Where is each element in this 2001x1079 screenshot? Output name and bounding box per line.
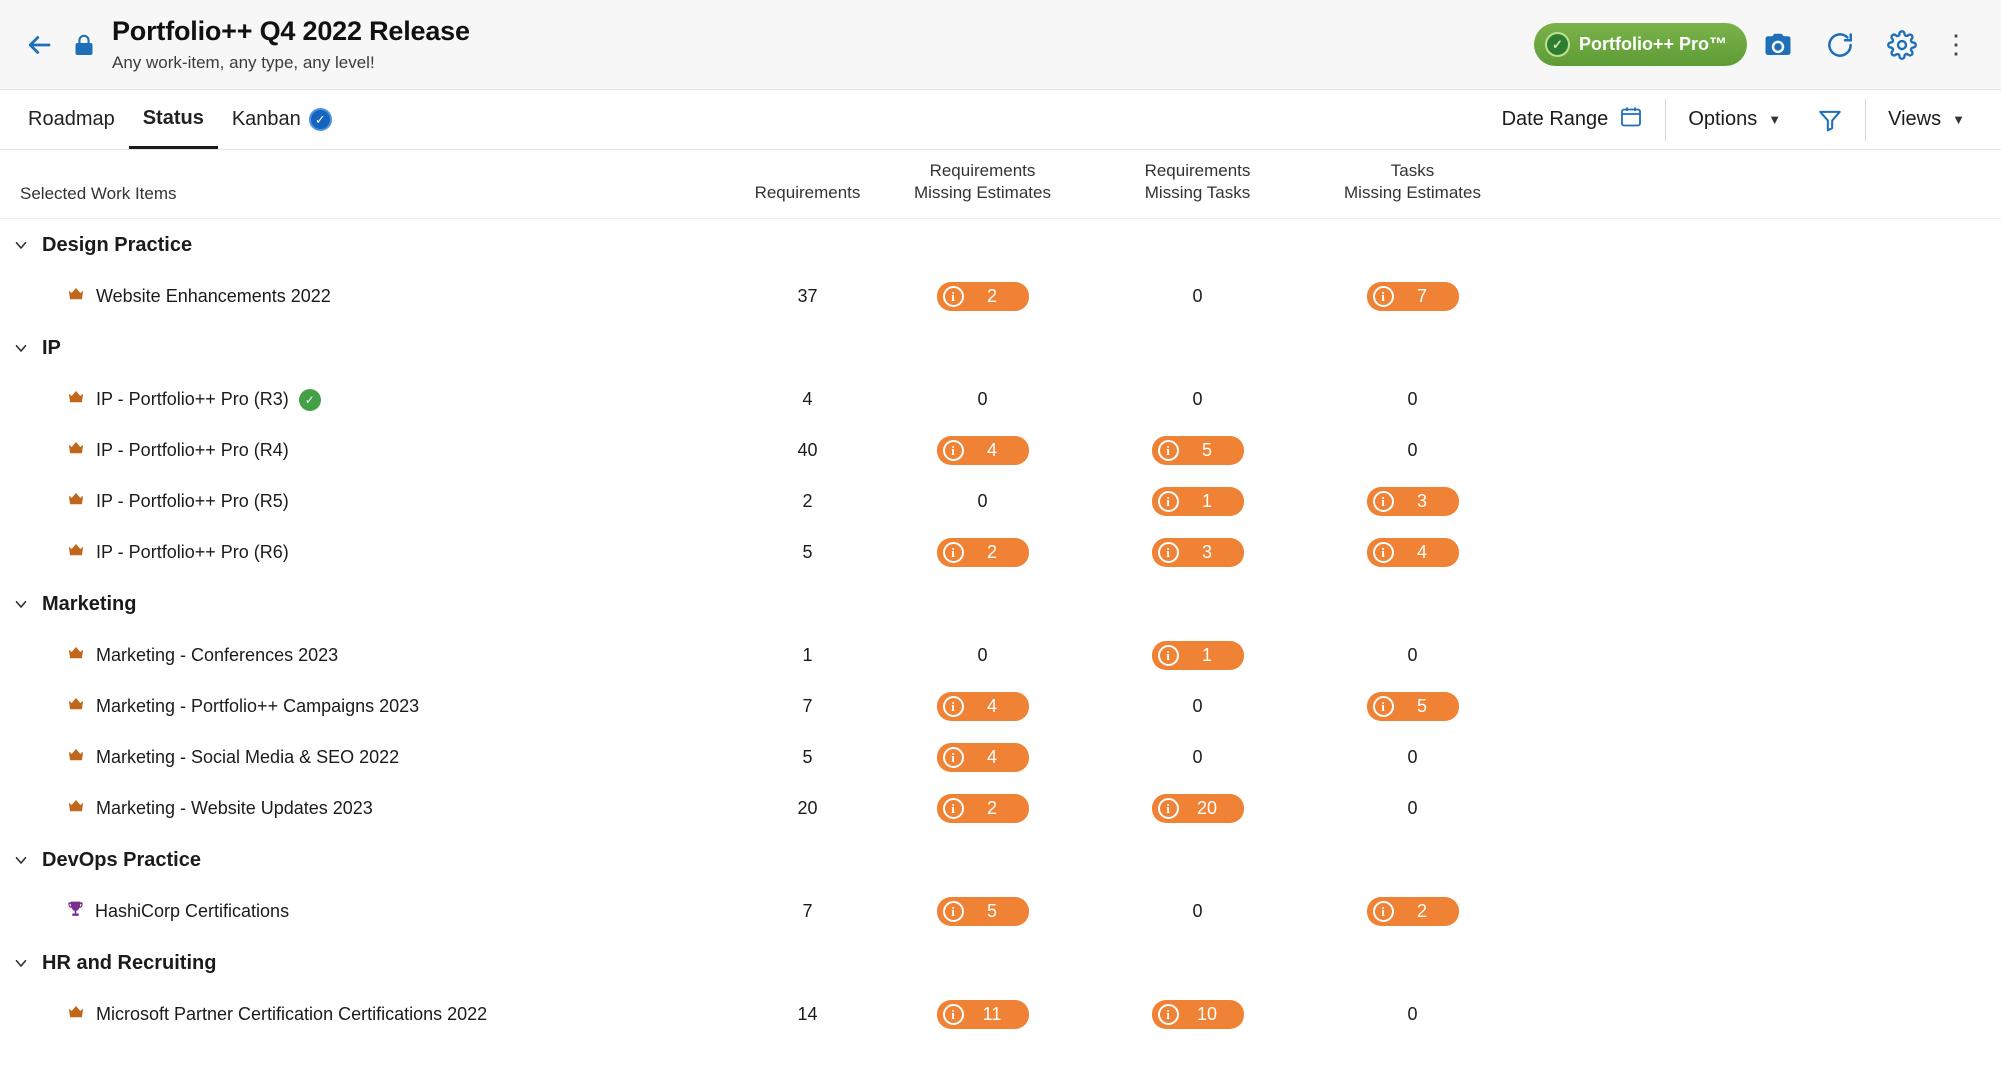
work-item-name-cell[interactable] [0,490,740,513]
filter-icon[interactable] [1799,100,1861,140]
requirements-missing-tasks-cell[interactable] [1090,794,1305,823]
alert-pill[interactable] [1367,538,1459,567]
requirements-missing-tasks-cell[interactable] [1090,436,1305,465]
requirements-cell: 2 [802,491,813,512]
table-row[interactable] [0,476,2001,527]
crown-icon [66,797,86,820]
alert-pill[interactable] [937,282,1029,311]
tab-status-label: Status [142,106,204,129]
requirements-missing-estimates-cell[interactable] [875,436,1090,465]
lock-icon [72,31,96,59]
alert-pill-value: 3 [1201,542,1212,563]
app-header [0,0,2001,90]
alert-pill-value: 1 [1201,491,1212,512]
col-head-line1: Tasks [1390,161,1435,180]
requirements-missing-estimates-cell: 0 [977,645,988,666]
work-item-name-cell[interactable] [0,644,740,667]
table-row[interactable] [0,630,2001,681]
work-item-label: IP - Portfolio++ Pro (R3) [96,389,289,410]
table-header-row [0,150,2001,219]
col-head-line2: Missing Estimates [914,183,1051,203]
status-table [0,150,2001,1040]
kebab-menu-icon[interactable]: ⋮ [1943,29,1969,59]
table-row[interactable] [0,374,2001,425]
col-head-line2: Missing Tasks [1144,183,1251,203]
info-icon: i [943,696,964,717]
alert-pill[interactable] [937,538,1029,567]
requirements-missing-estimates-cell[interactable] [875,692,1090,721]
alert-pill[interactable] [937,794,1029,823]
alert-pill-value: 3 [1416,491,1427,512]
chevron-down-icon[interactable] [8,232,34,258]
alert-pill-value: 4 [986,747,997,768]
requirements-missing-estimates-cell[interactable] [875,282,1090,311]
table-row[interactable] [0,886,2001,937]
work-item-label: Marketing - Conferences 2023 [96,645,339,666]
back-arrow-icon[interactable] [22,28,56,62]
requirements-cell: 4 [802,389,813,410]
alert-pill-value: 2 [986,798,997,819]
alert-pill[interactable] [1152,487,1244,516]
alert-pill-value: 4 [1416,542,1427,563]
tab-kanban-label: Kanban [231,108,301,130]
work-item-name-cell[interactable] [0,1003,740,1026]
col-head-line1: Requirements [929,161,1036,180]
table-row[interactable] [0,527,2001,578]
group-label: IP [42,336,61,359]
tasks-missing-estimates-cell[interactable] [1305,538,1520,567]
alert-pill[interactable] [937,1000,1029,1029]
crown-icon [66,541,86,564]
crown-icon [66,1003,86,1026]
alert-pill-value: 2 [986,286,997,307]
info-icon: i [1158,542,1179,563]
requirements-cell: 7 [802,696,813,717]
tab-roadmap[interactable] [14,91,129,149]
requirements-missing-estimates-cell: 0 [977,389,988,410]
refresh-icon[interactable] [1809,18,1871,72]
alert-pill-value: 5 [986,901,997,922]
group-row[interactable] [0,578,2001,630]
group-label: DevOps Practice [42,848,201,871]
requirements-missing-estimates-cell: 0 [977,491,988,512]
work-item-label: Marketing - Portfolio++ Campaigns 2023 [96,696,420,717]
crown-icon [66,388,86,411]
group-row[interactable] [0,834,2001,886]
tasks-missing-estimates-cell: 0 [1407,1004,1418,1025]
alert-pill[interactable] [937,436,1029,465]
work-item-label: IP - Portfolio++ Pro (R4) [96,440,289,461]
chevron-down-icon[interactable] [8,950,34,976]
date-range-label: Date Range [1501,108,1609,130]
info-icon: i [1158,645,1179,666]
header-actions [1534,18,1979,72]
column-header-req-missing-tasks [1090,160,1305,204]
requirements-missing-tasks-cell: 0 [1192,901,1203,922]
table-row[interactable] [0,783,2001,834]
alert-pill[interactable] [937,692,1029,721]
work-item-label: Website Enhancements 2022 [96,286,331,307]
table-row[interactable] [0,732,2001,783]
table-row[interactable] [0,271,2001,322]
pro-badge-button[interactable] [1534,23,1747,66]
alert-pill-value: 20 [1196,798,1218,819]
crown-icon [66,695,86,718]
requirements-cell: 40 [797,440,818,461]
work-item-name-cell[interactable] [0,388,740,411]
alert-pill-value: 4 [986,440,997,461]
tab-bar [0,90,2001,150]
views-dropdown[interactable] [1870,100,1983,140]
alert-pill[interactable] [937,743,1029,772]
title-block [112,16,1534,72]
tasks-missing-estimates-cell: 0 [1407,440,1418,461]
tab-roadmap-label: Roadmap [28,108,115,130]
work-item-name-cell[interactable] [0,541,740,564]
work-item-label: HashiCorp Certifications [95,901,290,922]
info-icon: i [1158,491,1179,512]
alert-pill-value: 10 [1196,1004,1218,1025]
col-head-line1: Requirements [1144,161,1251,180]
group-label: HR and Recruiting [42,951,217,974]
alert-pill-value: 1 [1201,645,1212,666]
requirements-missing-estimates-cell[interactable] [875,538,1090,567]
verified-badge-icon: ✓ [309,108,332,131]
table-row[interactable] [0,425,2001,476]
work-item-label: Microsoft Partner Certification Certifications 2022 [96,1004,488,1025]
column-header-requirements: Requirements [754,183,861,203]
requirements-missing-estimates-cell[interactable] [875,897,1090,926]
requirements-missing-estimates-cell[interactable] [875,1000,1090,1029]
alert-pill[interactable] [1152,641,1244,670]
chevron-down-icon[interactable] [8,335,34,361]
group-row[interactable] [0,937,2001,989]
requirements-cell: 5 [802,542,813,563]
date-range-button[interactable] [1484,100,1662,140]
tasks-missing-estimates-cell: 0 [1407,389,1418,410]
tasks-missing-estimates-cell[interactable] [1305,692,1520,721]
camera-icon[interactable] [1747,18,1809,72]
info-icon: i [1158,440,1179,461]
crown-icon [66,439,86,462]
requirements-cell: 7 [802,901,813,922]
table-body [0,219,2001,1040]
group-label: Marketing [42,592,137,615]
requirements-missing-tasks-cell[interactable] [1090,1000,1305,1029]
info-icon: i [1158,1004,1179,1025]
trophy-icon [66,900,85,924]
info-icon: i [1373,286,1394,307]
verified-check-icon: ✓ [299,389,321,411]
info-icon: i [1373,696,1394,717]
alert-pill[interactable] [1152,436,1244,465]
tasks-missing-estimates-cell: 0 [1407,645,1418,666]
work-item-label: IP - Portfolio++ Pro (R6) [96,542,289,563]
alert-pill[interactable] [1367,487,1459,516]
crown-icon [66,285,86,308]
alert-pill[interactable] [1367,692,1459,721]
info-icon: i [943,901,964,922]
chevron-down-icon: ▼ [1952,112,1965,127]
pro-badge-label: Portfolio++ Pro™ [1578,34,1727,54]
info-icon: i [943,798,964,819]
info-icon: i [943,542,964,563]
views-label: Views [1888,108,1942,130]
work-item-name-cell[interactable] [0,797,740,820]
col-head-line2: Missing Estimates [1344,183,1481,203]
requirements-missing-tasks-cell[interactable] [1090,538,1305,567]
tasks-missing-estimates-cell[interactable] [1305,282,1520,311]
table-row[interactable] [0,989,2001,1040]
requirements-missing-tasks-cell[interactable] [1090,487,1305,516]
table-row[interactable] [0,681,2001,732]
requirements-missing-tasks-cell: 0 [1192,747,1203,768]
crown-icon [66,746,86,769]
tasks-missing-estimates-cell: 0 [1407,747,1418,768]
work-item-label: IP - Portfolio++ Pro (R5) [96,491,289,512]
work-item-label: Marketing - Website Updates 2023 [96,798,373,819]
work-item-name-cell[interactable] [0,900,740,924]
info-icon: i [943,747,964,768]
crown-icon [66,490,86,513]
requirements-missing-tasks-cell[interactable] [1090,641,1305,670]
requirements-missing-tasks-cell: 0 [1192,286,1203,307]
tab-status[interactable] [129,91,218,149]
page-title: Portfolio++ Q4 2022 Release [112,16,470,47]
requirements-cell: 1 [802,645,813,666]
alert-pill[interactable] [937,897,1029,926]
info-icon: i [943,1004,964,1025]
chevron-down-icon[interactable] [8,847,34,873]
alert-pill-value: 4 [986,696,997,717]
tasks-missing-estimates-cell: 0 [1407,798,1418,819]
gear-icon[interactable] [1871,18,1933,72]
column-header-tasks-missing-estimates [1305,160,1520,204]
crown-icon [66,644,86,667]
requirements-cell: 20 [797,798,818,819]
requirements-missing-tasks-cell: 0 [1192,389,1203,410]
group-row[interactable] [0,219,2001,271]
info-icon: i [943,286,964,307]
toolbar-divider-2 [1865,99,1866,141]
alert-pill[interactable] [1152,1000,1244,1029]
alert-pill-value: 5 [1201,440,1212,461]
info-icon: i [1373,542,1394,563]
tasks-missing-estimates-cell[interactable] [1305,487,1520,516]
info-icon: i [943,440,964,461]
chevron-down-icon: ▼ [1768,112,1782,127]
requirements-cell: 37 [797,286,818,307]
group-row[interactable] [0,322,2001,374]
work-item-name-cell[interactable] [0,695,740,718]
info-icon: i [1158,798,1179,819]
options-label: Options [1688,108,1758,130]
alert-pill[interactable] [1367,282,1459,311]
work-item-name-cell[interactable] [0,285,740,308]
column-header-work-items: Selected Work Items [20,184,177,204]
requirements-cell: 14 [797,1004,818,1025]
chevron-down-icon[interactable] [8,591,34,617]
calendar-icon [1619,105,1643,135]
column-header-req-missing-estimates [875,160,1090,204]
toolbar-divider-1 [1665,99,1666,141]
info-icon: i [1373,491,1394,512]
alert-pill-value: 11 [982,1004,1002,1025]
requirements-missing-estimates-cell[interactable] [875,794,1090,823]
alert-pill[interactable] [1367,897,1459,926]
work-item-label: Marketing - Social Media & SEO 2022 [96,747,400,768]
page-subtitle: Any work-item, any type, any level! [112,52,375,72]
alert-pill[interactable] [1152,538,1244,567]
tasks-missing-estimates-cell[interactable] [1305,897,1520,926]
tab-kanban[interactable] [218,91,346,149]
work-item-name-cell[interactable] [0,746,740,769]
info-icon: i [1373,901,1394,922]
alert-pill-value: 7 [1416,286,1427,307]
requirements-missing-tasks-cell: 0 [1192,696,1203,717]
alert-pill-value: 2 [1416,901,1427,922]
work-item-name-cell[interactable] [0,439,740,462]
toolbar-right [1484,90,1983,149]
requirements-missing-estimates-cell[interactable] [875,743,1090,772]
alert-pill-value: 2 [986,542,997,563]
requirements-cell: 5 [802,747,813,768]
alert-pill-value: 5 [1416,696,1427,717]
alert-pill[interactable] [1152,794,1244,823]
pro-seal-icon: ✓ [1545,32,1570,57]
options-dropdown[interactable] [1670,100,1799,140]
group-label: Design Practice [42,233,193,256]
